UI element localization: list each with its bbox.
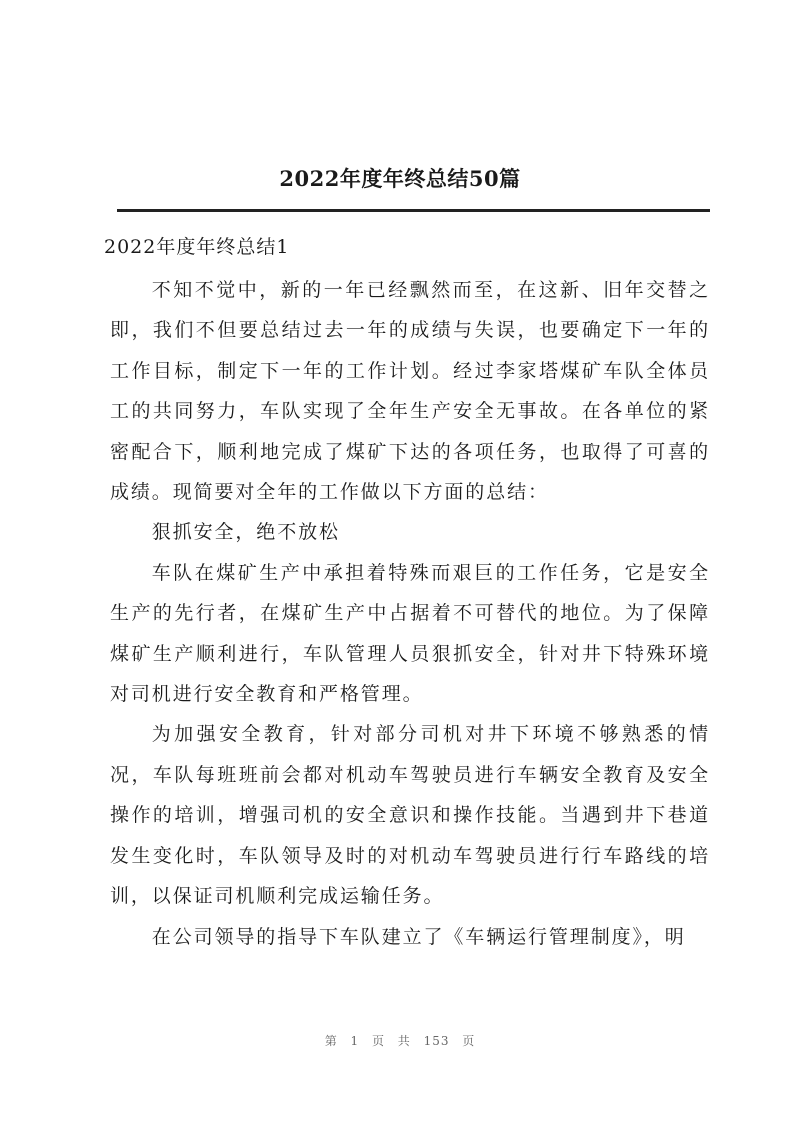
body-text	[110, 270, 710, 957]
paragraph-regulations: 在公司领导的指导下车队建立了《车辆运行管理制度》，明	[151, 925, 686, 948]
paragraph-subheading: 狠抓安全，绝不放松	[151, 521, 340, 544]
paragraph-intro: 不知不觉中，新的一年已经飘然而至，在这新、旧年交替之即，我们不但要总结过去一年的成绩与失误，也要确定下一年的工作目标，制定下一年的工作计划。经过李家塔煤矿车队全体员工的共同努力，车队实现了全年生产安全无事故。在各单位的紧密配合下，顺利地完成了煤矿下达的各项任务，也取得了可喜的成绩。现简要对全年的工作做以下方面的总结：	[110, 279, 710, 504]
page-number: 第 1 页 共 153 页	[324, 1034, 476, 1048]
document-title: 2022年度年终总结50篇	[279, 166, 521, 191]
title-divider	[117, 209, 710, 212]
paragraph-role: 车队在煤矿生产中承担着特殊而艰巨的工作任务，它是安全生产的先行者，在煤矿生产中占据着不可替代的地位。为了保障煤矿生产顺利进行，车队管理人员狠抓安全，针对井下特殊环境对司机进行安全教育和严格管理。	[110, 561, 710, 706]
paragraph-training: 为加强安全教育，针对部分司机对井下环境不够熟悉的情况，车队每班班前会都对机动车驾驶员进行车辆安全教育及安全操作的培训，增强司机的安全意识和操作技能。当遇到井下巷道发生变化时，车队领导及时的对机动车驾驶员进行行车路线的培训，以保证司机顺利完成运输任务。	[110, 723, 710, 908]
section-heading: 2022年度年终总结1	[104, 236, 290, 258]
